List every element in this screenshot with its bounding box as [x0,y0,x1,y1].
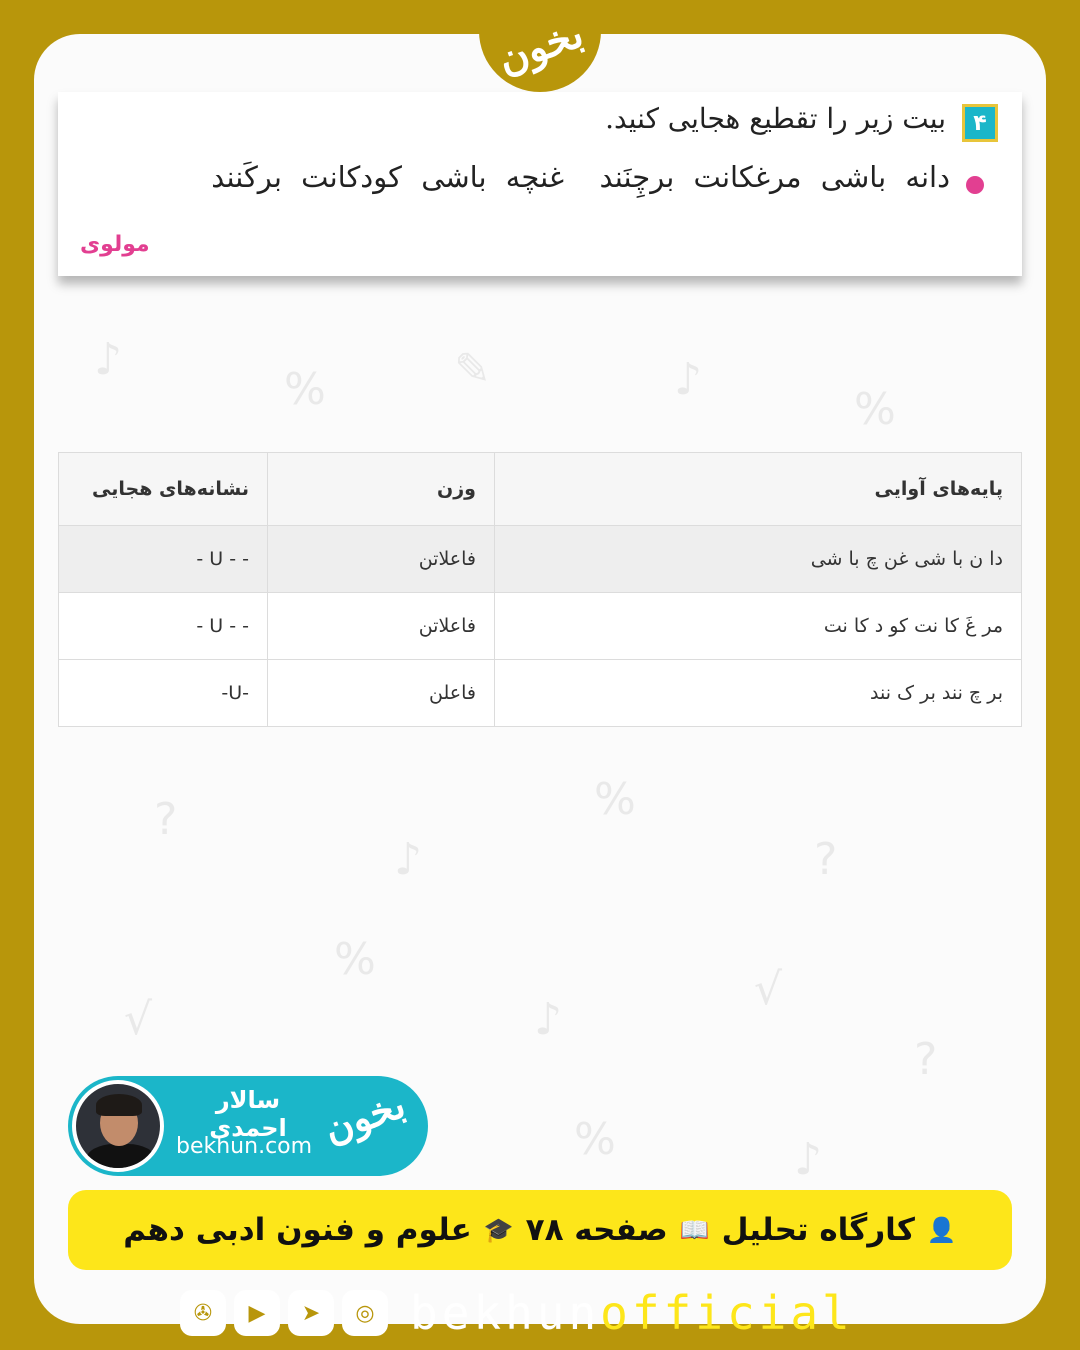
scansion-table [58,452,1022,727]
cell-meter: فاعلاتن [268,526,495,593]
banner-workshop: کارگاه تحلیل [721,1212,915,1248]
question-prompt: بیت زیر را تقطیع هجایی کنید. [605,102,946,135]
bekhun-logo-icon: بخون [318,1081,412,1152]
banner-subject: علوم و فنون ادبی دهم [123,1212,472,1248]
cell-marks: - U - - [59,526,268,593]
book-icon: 📖 [679,1216,710,1244]
table-header-row [59,453,1022,526]
social-footer [180,1286,854,1340]
film-reel-icon[interactable]: ✇ [180,1290,226,1336]
cell-meter: فاعلاتن [268,593,495,660]
banner-page: صفحه ۷۸ [525,1212,668,1248]
question-number: ۴ [962,104,998,142]
telegram-icon[interactable]: ➤ [288,1290,334,1336]
bullet-icon [966,176,984,194]
cell-feet: بر چ نند بر ک نند [495,660,1022,727]
graduation-cap-icon: 🎓 [483,1216,514,1244]
lesson-banner [68,1190,1012,1270]
poet-name: مولوی [80,232,150,257]
bekhun-logo-icon: بخون [491,9,589,83]
cell-meter: فاعلن [268,660,495,727]
header-syllable-marks: نشانه‌های هجایی [59,453,268,526]
table-row [59,526,1022,593]
question-card [58,92,1022,276]
author-badge[interactable] [68,1076,428,1176]
verse-second-hemistich: غنچه باشی کودکانت برکَنند [211,160,564,194]
instagram-icon[interactable]: ◎ [342,1290,388,1336]
cell-marks: -U- [59,660,268,727]
author-site-link[interactable]: bekhun.com [176,1134,313,1159]
teacher-icon: 👤 [926,1216,957,1244]
author-name: سالار احمدی [209,1086,287,1142]
table-row [59,593,1022,660]
header-feet: پایه‌های آوایی [495,453,1022,526]
header-meter: وزن [268,453,495,526]
cell-marks: - U - - [59,593,268,660]
youtube-icon[interactable]: ▶ [234,1290,280,1336]
cell-feet: مر غَ کا نت کو د کا نت [495,593,1022,660]
background-doodles: ♪ % ✎ ♪ % ? ♪ % ? √ % ♪ √ ? % ♪ [94,334,938,1185]
cell-feet: دا ن با شی غن چ با شی [495,526,1022,593]
handle-main: bekhun [410,1286,601,1340]
verse-first-hemistich: دانه باشی مرغکانت برچِنَند [599,160,950,194]
social-handle[interactable] [410,1286,854,1340]
handle-accent: official [600,1286,854,1340]
avatar [72,1080,164,1172]
table-row [59,660,1022,727]
